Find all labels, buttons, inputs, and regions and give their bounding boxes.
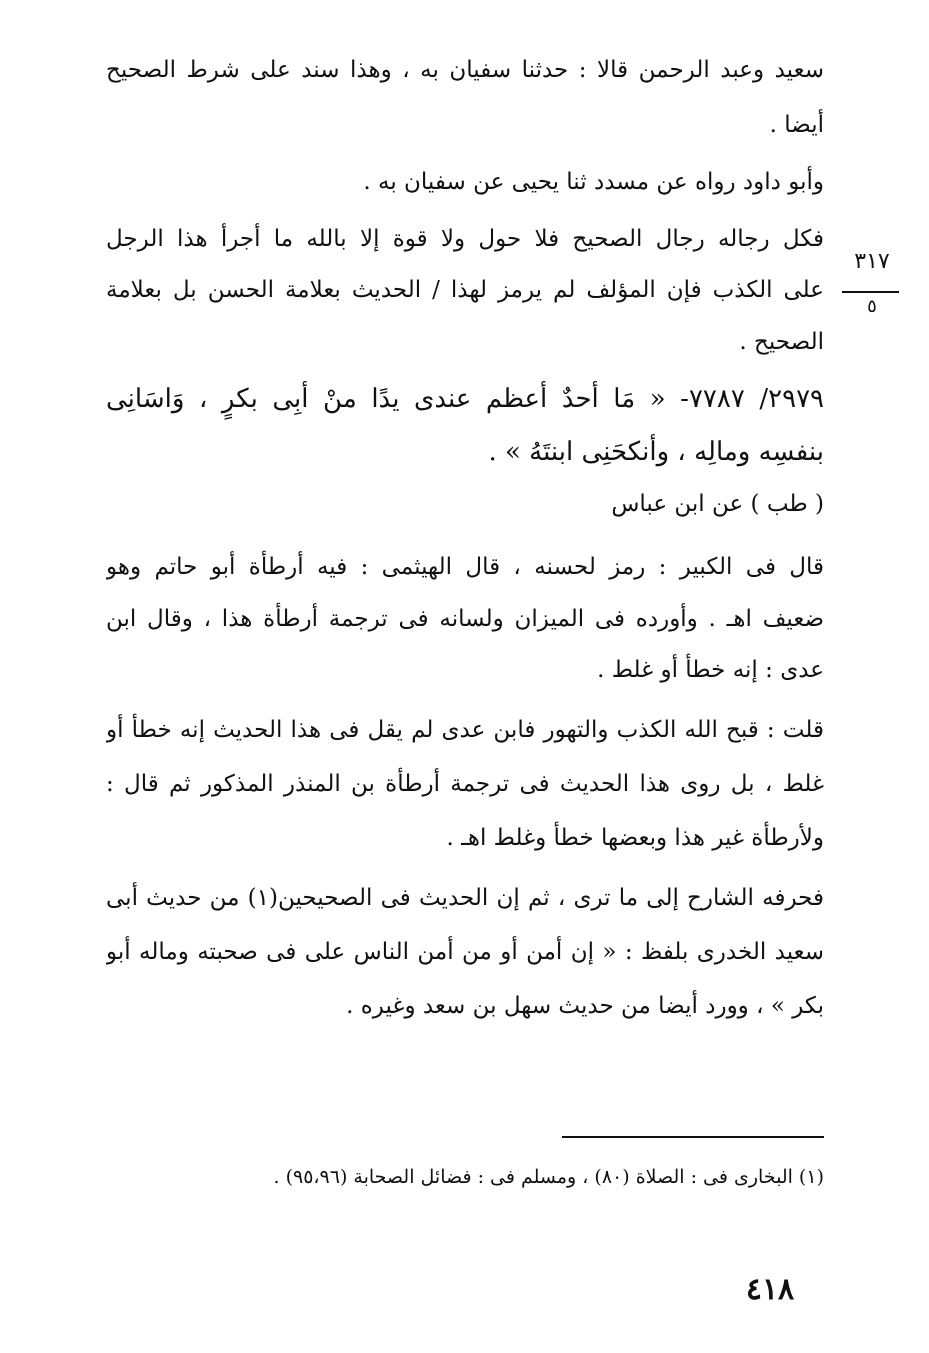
margin-page-ref: ٣١٧ [854,249,890,274]
text-line: سعيد الخدرى بلفظ : « إن أمن أو من أمن الناس على فى صحبته وماله أبو [106,939,824,965]
hadith-line: بنفسِه ومالِه ، وأنكحَنِى ابنتَهُ » . [488,437,824,467]
text-line: أيضا . [769,112,824,138]
footnote-divider [562,1136,824,1138]
hadith-line: ٢٩٧٩/ ٧٧٨٧- « مَا أحدٌ أعظم عندى يدًا منْ أَبِى بكرٍ ، وَاسَانِى [106,384,824,414]
text-line: بكر » ، وورد أيضا من حديث سهل بن سعد وغيره . [346,993,824,1019]
source-line: ( طب ) عن ابن عباس [611,491,824,517]
text-line: فحرفه الشارح إلى ما ترى ، ثم إن الحديث فى الصحيحين(١) من حديث أبى [106,885,824,911]
text-line: ولأرطأة غير هذا وبعضها خطأ وغلط اهـ . [446,825,824,851]
text-line: غلط ، بل روى هذا الحديث فى ترجمة أرطأة بن المنذر المذكور ثم قال : [106,771,824,797]
text-line: فكل رجاله رجال الصحيح فلا حول ولا قوة إلا بالله ما أجرأ هذا الرجل [106,226,824,252]
text-line: سعيد وعبد الرحمن قالا : حدثنا سفيان به ، وهذا سند على شرط الصحيح [106,57,824,83]
margin-line-ref: ٥ [867,296,877,317]
footnote: (١) البخارى فى : الصلاة (٨٠) ، ومسلم فى : فضائل الصحابة (٩٥،٩٦) . [273,1166,824,1188]
page-number: ٤١٨ [745,1272,795,1307]
text-line: قال فى الكبير : رمز لحسنه ، قال الهيثمى : فيه أرطأة أبو حاتم وهو [106,554,824,580]
text-line: ضعيف اهـ . وأورده فى الميزان ولسانه فى ترجمة أرطأة هذا ، وقال ابن [106,606,824,632]
text-line: على الكذب فإن المؤلف لم يرمز لهذا / الحديث بعلامة الحسن بل بعلامة [106,277,824,303]
text-line: وأبو داود رواه عن مسدد ثنا يحيى عن سفيان به . [363,169,824,195]
text-line: عدى : إنه خطأ أو غلط . [597,657,824,683]
text-line: قلت : قبح الله الكذب والتهور فابن عدى لم يقل فى هذا الحديث إنه خطأ أو [106,717,824,743]
margin-divider [842,291,899,293]
text-line: الصحيح . [739,329,824,355]
